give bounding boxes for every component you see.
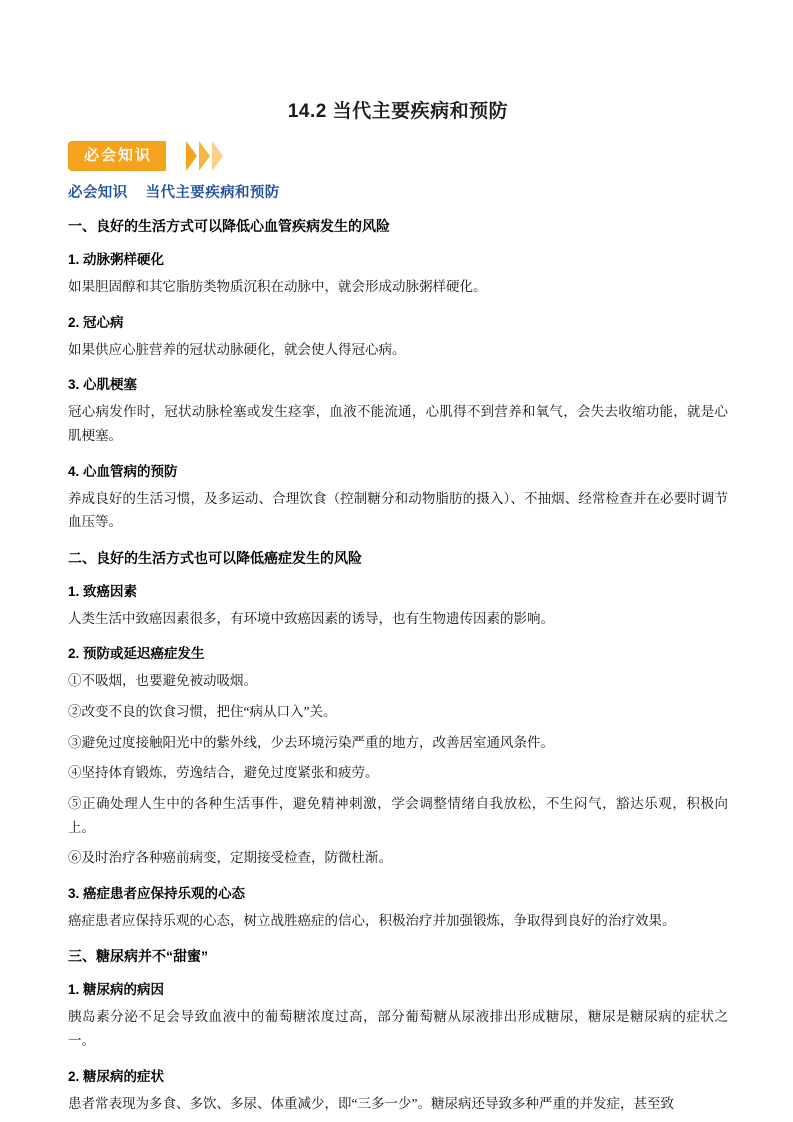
body-paragraph: 如果胆固醇和其它脂肪类物质沉积在动脉中，就会形成动脉粥样硬化。: [68, 279, 487, 294]
subsection-heading: 1. 动脉粥样硬化: [68, 252, 165, 267]
page-title: 14.2 当代主要疾病和预防: [287, 101, 509, 122]
subsection-heading: 3. 心肌梗塞: [68, 377, 138, 393]
body-paragraph: 养成良好的生活习惯，及多运动、合理饮食（控制糖分和动物脂肪的摄入）、不抽烟、经常检查并在必要时调节血压等。: [68, 490, 728, 530]
blue-subheading-left: 必会知识: [68, 185, 128, 201]
body-paragraph: ⑤正确处理人生中的各种生活事件，避免精神刺激，学会调整情绪自我放松，不生闷气，豁达乐观，积极向上。: [68, 795, 728, 835]
body-paragraph: 人类生活中致癌因素很多，有环境中致癌因素的诱导，也有生物遗传因素的影响。: [68, 610, 554, 626]
blue-subheading: [68, 181, 728, 202]
chevron-right-icon: [186, 141, 197, 171]
subsection-heading: 4. 心血管病的预防: [68, 463, 178, 479]
banner-arrow-group: [186, 141, 225, 171]
body-paragraph: 患者常表现为多食、多饮、多尿、体重减少，即“三多一少”。糖尿病还导致多种严重的并发症，甚至致: [68, 1095, 674, 1111]
subsection-heading: 1. 致癌因素: [68, 583, 138, 599]
blue-subheading-right: 当代主要疾病和预防: [145, 185, 280, 201]
body-paragraph: ②改变不良的饮食习惯，把住“病从口入”关。: [68, 704, 337, 719]
chevron-right-icon: [199, 141, 210, 171]
body-paragraph: ①不吸烟，也要避免被动吸烟。: [68, 673, 257, 689]
subsection-heading: 2. 预防或延迟癌症发生: [68, 646, 205, 662]
subsection-heading: 2. 冠心病: [68, 314, 124, 330]
body-paragraph: ④坚持体育锻炼，劳逸结合，避免过度紧张和疲劳。: [68, 765, 379, 781]
body-paragraph: 癌症患者应保持乐观的心态，树立战胜癌症的信心，积极治疗并加强锻炼，争取得到良好的治疗效果。: [68, 912, 676, 928]
section-banner: [68, 141, 728, 171]
body-paragraph: ⑥及时治疗各种癌前病变，定期接受检查，防微杜渐。: [68, 850, 392, 866]
subsection-heading: 1. 糖尿病的病因: [68, 982, 165, 998]
body-paragraph: 胰岛素分泌不足会导致血液中的葡萄糖浓度过高，部分葡萄糖从尿液排出形成糖尿，糖尿是糖尿病的症状之一。: [68, 1009, 728, 1048]
chevron-right-icon: [212, 141, 223, 171]
section-heading: 二、良好的生活方式也可以降低癌症发生的风险: [68, 549, 362, 566]
section-heading: 三、糖尿病并不“甜蜜”: [68, 948, 208, 965]
subsection-heading: 2. 糖尿病的症状: [68, 1068, 165, 1084]
subsection-heading: 3. 癌症患者应保持乐观的心态: [68, 885, 246, 901]
section-heading: 一、良好的生活方式可以降低心血管疾病发生的风险: [68, 218, 390, 234]
body-paragraph: ③避免过度接触阳光中的紫外线，少去环境污染严重的地方，改善居室通风条件。: [68, 734, 554, 750]
body-paragraph: 冠心病发作时，冠状动脉栓塞或发生痉挛，血液不能流通，心肌得不到营养和氧气，会失去收缩功能，就是心肌梗塞。: [68, 404, 728, 443]
sections-container: [68, 216, 728, 1115]
document-content: [68, 96, 728, 1122]
body-paragraph: 如果供应心脏营养的冠状动脉硬化，就会使人得冠心病。: [68, 341, 406, 357]
banner-tag-label: 必会知识: [68, 141, 166, 171]
